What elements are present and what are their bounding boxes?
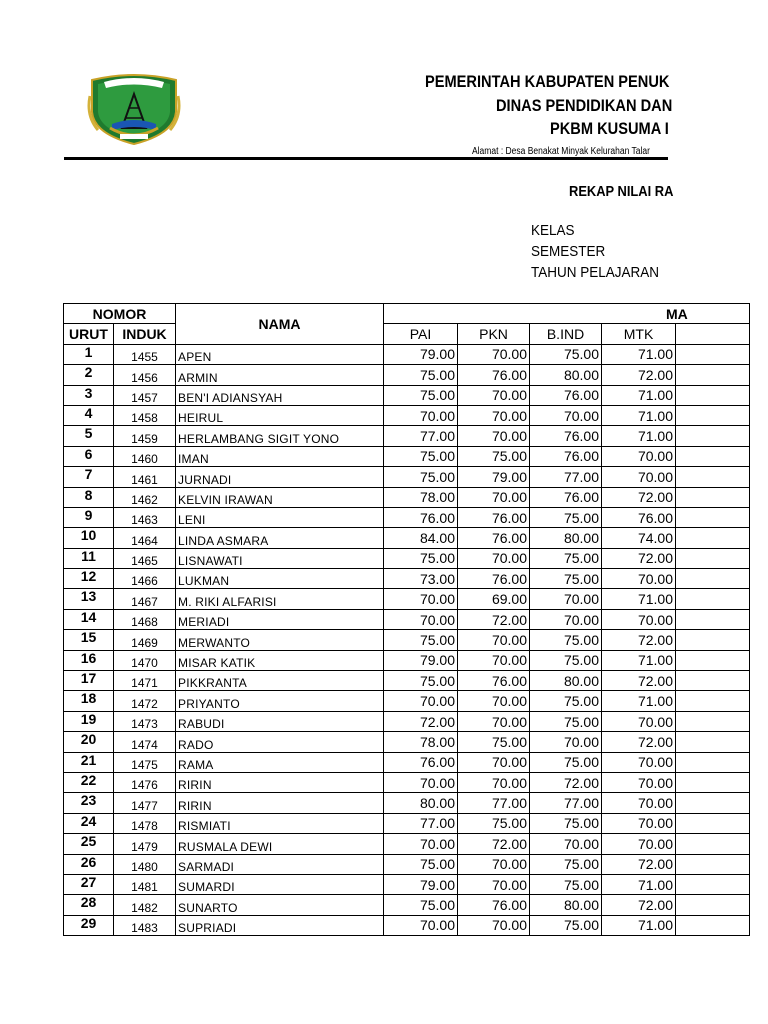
mtk-score-cell: 72.00 — [602, 548, 676, 568]
induk-cell: 1466 — [114, 569, 176, 589]
nama-cell: PRIYANTO — [176, 691, 384, 711]
subject-header-pai: PAI — [384, 324, 458, 344]
urut-cell: 13 — [64, 589, 114, 609]
urut-cell: 1 — [64, 344, 114, 364]
bind-score-cell: 76.00 — [530, 487, 602, 507]
induk-cell: 1458 — [114, 405, 176, 425]
bind-score-cell: 70.00 — [530, 405, 602, 425]
pai-score-cell: 70.00 — [384, 915, 458, 935]
table-row — [64, 772, 750, 792]
bind-score-cell: 77.00 — [530, 467, 602, 487]
mtk-score-cell: 72.00 — [602, 671, 676, 691]
bind-score-cell: 75.00 — [530, 630, 602, 650]
table-row — [64, 589, 750, 609]
header-department-title: DINAS PENDIDIKAN DAN — [496, 96, 673, 115]
bind-score-cell: 70.00 — [530, 609, 602, 629]
pkn-score-cell: 70.00 — [458, 854, 530, 874]
induk-cell: 1477 — [114, 793, 176, 813]
urut-cell: 4 — [64, 405, 114, 425]
nama-cell: SUMARDI — [176, 874, 384, 894]
pkn-score-cell: 72.00 — [458, 834, 530, 854]
induk-cell: 1472 — [114, 691, 176, 711]
next-subject-cell — [676, 548, 750, 568]
pkn-score-cell: 70.00 — [458, 752, 530, 772]
mtk-score-cell: 71.00 — [602, 405, 676, 425]
induk-header: INDUK — [114, 324, 176, 344]
pai-score-cell: 78.00 — [384, 732, 458, 752]
pai-score-cell: 70.00 — [384, 589, 458, 609]
nama-cell: BEN'I ADIANSYAH — [176, 385, 384, 405]
pai-score-cell: 75.00 — [384, 548, 458, 568]
pkn-score-cell: 79.00 — [458, 467, 530, 487]
pai-score-cell: 75.00 — [384, 385, 458, 405]
pkn-score-cell: 70.00 — [458, 772, 530, 792]
induk-cell: 1480 — [114, 854, 176, 874]
pkn-score-cell: 76.00 — [458, 671, 530, 691]
nama-cell: RISMIATI — [176, 813, 384, 833]
report-title: REKAP NILAI RA — [569, 183, 674, 200]
pkn-score-cell: 75.00 — [458, 813, 530, 833]
bind-score-cell: 76.00 — [530, 385, 602, 405]
induk-cell: 1463 — [114, 507, 176, 527]
urut-cell: 19 — [64, 711, 114, 731]
next-subject-cell — [676, 752, 750, 772]
urut-cell: 17 — [64, 671, 114, 691]
nama-cell: MISAR KATIK — [176, 650, 384, 670]
urut-cell: 2 — [64, 365, 114, 385]
urut-cell: 16 — [64, 650, 114, 670]
nama-cell: IMAN — [176, 446, 384, 466]
mtk-score-cell: 70.00 — [602, 772, 676, 792]
next-subject-cell — [676, 874, 750, 894]
pkn-score-cell: 70.00 — [458, 874, 530, 894]
table-row — [64, 691, 750, 711]
urut-cell: 27 — [64, 874, 114, 894]
urut-cell: 9 — [64, 507, 114, 527]
mtk-score-cell: 72.00 — [602, 487, 676, 507]
mtk-score-cell: 71.00 — [602, 344, 676, 364]
next-subject-cell — [676, 385, 750, 405]
bind-score-cell: 77.00 — [530, 793, 602, 813]
bind-score-cell: 75.00 — [530, 854, 602, 874]
pkn-score-cell: 70.00 — [458, 487, 530, 507]
subject-header-next — [676, 324, 750, 344]
table-row — [64, 854, 750, 874]
table-row — [64, 813, 750, 833]
table-row — [64, 732, 750, 752]
mtk-score-cell: 71.00 — [602, 691, 676, 711]
next-subject-cell — [676, 691, 750, 711]
nama-cell: LENI — [176, 507, 384, 527]
pkn-score-cell: 69.00 — [458, 589, 530, 609]
bind-score-cell: 80.00 — [530, 895, 602, 915]
pai-score-cell: 75.00 — [384, 365, 458, 385]
nama-cell: PIKKRANTA — [176, 671, 384, 691]
nama-cell: M. RIKI ALFARISI — [176, 589, 384, 609]
nama-cell: LISNAWATI — [176, 548, 384, 568]
bind-score-cell: 76.00 — [530, 426, 602, 446]
pkn-score-cell: 76.00 — [458, 528, 530, 548]
induk-cell: 1481 — [114, 874, 176, 894]
semester-label: SEMESTER — [531, 243, 606, 260]
next-subject-cell — [676, 813, 750, 833]
urut-cell: 25 — [64, 834, 114, 854]
mtk-score-cell: 72.00 — [602, 895, 676, 915]
grades-table-body — [64, 344, 750, 935]
mtk-score-cell: 71.00 — [602, 426, 676, 446]
induk-cell: 1460 — [114, 446, 176, 466]
table-row — [64, 426, 750, 446]
table-row — [64, 834, 750, 854]
pkn-score-cell: 70.00 — [458, 548, 530, 568]
table-row — [64, 630, 750, 650]
mtk-score-cell: 70.00 — [602, 446, 676, 466]
urut-cell: 6 — [64, 446, 114, 466]
urut-cell: 29 — [64, 915, 114, 935]
urut-cell: 20 — [64, 732, 114, 752]
induk-cell: 1457 — [114, 385, 176, 405]
table-row — [64, 548, 750, 568]
induk-cell: 1473 — [114, 711, 176, 731]
nama-cell: RUSMALA DEWI — [176, 834, 384, 854]
bind-score-cell: 75.00 — [530, 507, 602, 527]
mtk-score-cell: 70.00 — [602, 793, 676, 813]
urut-cell: 12 — [64, 569, 114, 589]
table-row — [64, 895, 750, 915]
next-subject-cell — [676, 834, 750, 854]
bind-score-cell: 72.00 — [530, 772, 602, 792]
bind-score-cell: 76.00 — [530, 446, 602, 466]
bind-score-cell: 75.00 — [530, 711, 602, 731]
induk-cell: 1479 — [114, 834, 176, 854]
pkn-score-cell: 76.00 — [458, 507, 530, 527]
next-subject-cell — [676, 446, 750, 466]
next-subject-cell — [676, 487, 750, 507]
next-subject-cell — [676, 507, 750, 527]
bind-score-cell: 70.00 — [530, 589, 602, 609]
pkn-score-cell: 70.00 — [458, 915, 530, 935]
urut-cell: 5 — [64, 426, 114, 446]
pkn-score-cell: 70.00 — [458, 711, 530, 731]
next-subject-cell — [676, 344, 750, 364]
pai-score-cell: 76.00 — [384, 752, 458, 772]
pai-score-cell: 77.00 — [384, 426, 458, 446]
pkn-score-cell: 75.00 — [458, 732, 530, 752]
bind-score-cell: 80.00 — [530, 365, 602, 385]
bind-score-cell: 80.00 — [530, 671, 602, 691]
table-row — [64, 569, 750, 589]
induk-cell: 1474 — [114, 732, 176, 752]
pkn-score-cell: 76.00 — [458, 365, 530, 385]
next-subject-cell — [676, 793, 750, 813]
nama-cell: LINDA ASMARA — [176, 528, 384, 548]
urut-cell: 23 — [64, 793, 114, 813]
next-subject-cell — [676, 426, 750, 446]
nama-cell: RIRIN — [176, 793, 384, 813]
subject-header-mtk: MTK — [602, 324, 676, 344]
header-address: Alamat : Desa Benakat Minyak Kelurahan Talar — [472, 146, 650, 157]
pai-score-cell: 75.00 — [384, 467, 458, 487]
table-row — [64, 507, 750, 527]
mtk-score-cell: 71.00 — [602, 385, 676, 405]
pai-score-cell: 70.00 — [384, 405, 458, 425]
pai-score-cell: 75.00 — [384, 895, 458, 915]
nama-cell: RABUDI — [176, 711, 384, 731]
urut-cell: 24 — [64, 813, 114, 833]
urut-cell: 3 — [64, 385, 114, 405]
nama-cell: MERWANTO — [176, 630, 384, 650]
table-row — [64, 385, 750, 405]
pai-score-cell: 79.00 — [384, 874, 458, 894]
pkn-score-cell: 70.00 — [458, 426, 530, 446]
induk-cell: 1456 — [114, 365, 176, 385]
pkn-score-cell: 70.00 — [458, 650, 530, 670]
table-row — [64, 874, 750, 894]
table-row — [64, 650, 750, 670]
induk-cell: 1468 — [114, 609, 176, 629]
pai-score-cell: 75.00 — [384, 446, 458, 466]
grades-table — [63, 303, 750, 936]
urut-cell: 15 — [64, 630, 114, 650]
pkn-score-cell: 70.00 — [458, 405, 530, 425]
induk-cell: 1464 — [114, 528, 176, 548]
induk-cell: 1461 — [114, 467, 176, 487]
mtk-score-cell: 70.00 — [602, 813, 676, 833]
urut-cell: 11 — [64, 548, 114, 568]
table-row — [64, 528, 750, 548]
pkn-score-cell: 70.00 — [458, 344, 530, 364]
pai-score-cell: 77.00 — [384, 813, 458, 833]
nama-cell: APEN — [176, 344, 384, 364]
bind-score-cell: 75.00 — [530, 569, 602, 589]
urut-cell: 8 — [64, 487, 114, 507]
induk-cell: 1483 — [114, 915, 176, 935]
nama-cell: RAMA — [176, 752, 384, 772]
table-row — [64, 671, 750, 691]
mtk-score-cell: 70.00 — [602, 569, 676, 589]
nama-cell: SUPRIADI — [176, 915, 384, 935]
nama-cell: SARMADI — [176, 854, 384, 874]
urut-cell: 21 — [64, 752, 114, 772]
pai-score-cell: 78.00 — [384, 487, 458, 507]
table-row — [64, 711, 750, 731]
pkn-score-cell: 72.00 — [458, 609, 530, 629]
next-subject-cell — [676, 609, 750, 629]
mtk-score-cell: 70.00 — [602, 467, 676, 487]
pai-score-cell: 84.00 — [384, 528, 458, 548]
urut-cell: 7 — [64, 467, 114, 487]
mtk-score-cell: 72.00 — [602, 732, 676, 752]
table-row — [64, 915, 750, 935]
induk-cell: 1470 — [114, 650, 176, 670]
induk-cell: 1467 — [114, 589, 176, 609]
urut-cell: 22 — [64, 772, 114, 792]
urut-cell: 18 — [64, 691, 114, 711]
table-row — [64, 446, 750, 466]
bind-score-cell: 75.00 — [530, 548, 602, 568]
induk-cell: 1482 — [114, 895, 176, 915]
bind-score-cell: 80.00 — [530, 528, 602, 548]
pai-score-cell: 76.00 — [384, 507, 458, 527]
nama-cell: HERLAMBANG SIGIT YONO — [176, 426, 384, 446]
subject-header-pkn: PKN — [458, 324, 530, 344]
table-row — [64, 609, 750, 629]
mtk-score-cell: 71.00 — [602, 650, 676, 670]
next-subject-cell — [676, 915, 750, 935]
pai-score-cell: 70.00 — [384, 691, 458, 711]
subject-header-bind: B.IND — [530, 324, 602, 344]
nomor-header: NOMOR — [64, 304, 176, 324]
mtk-score-cell: 70.00 — [602, 752, 676, 772]
bind-score-cell: 75.00 — [530, 874, 602, 894]
pkn-score-cell: 75.00 — [458, 446, 530, 466]
table-row — [64, 467, 750, 487]
nama-cell: ARMIN — [176, 365, 384, 385]
pai-score-cell: 70.00 — [384, 772, 458, 792]
next-subject-cell — [676, 854, 750, 874]
next-subject-cell — [676, 630, 750, 650]
header-institution-title: PKBM KUSUMA I — [550, 119, 669, 138]
pai-score-cell: 79.00 — [384, 344, 458, 364]
table-row — [64, 793, 750, 813]
bind-score-cell: 70.00 — [530, 732, 602, 752]
next-subject-cell — [676, 732, 750, 752]
pkn-score-cell: 76.00 — [458, 895, 530, 915]
induk-cell: 1469 — [114, 630, 176, 650]
mtk-score-cell: 71.00 — [602, 874, 676, 894]
mtk-score-cell: 74.00 — [602, 528, 676, 548]
pkn-score-cell: 76.00 — [458, 569, 530, 589]
next-subject-cell — [676, 895, 750, 915]
nama-cell: JURNADI — [176, 467, 384, 487]
pai-score-cell: 73.00 — [384, 569, 458, 589]
pai-score-cell: 70.00 — [384, 834, 458, 854]
table-row — [64, 365, 750, 385]
bind-score-cell: 75.00 — [530, 691, 602, 711]
table-row — [64, 405, 750, 425]
table-row — [64, 752, 750, 772]
mtk-score-cell: 72.00 — [602, 365, 676, 385]
mtk-score-cell: 71.00 — [602, 915, 676, 935]
nama-cell: RIRIN — [176, 772, 384, 792]
induk-cell: 1455 — [114, 344, 176, 364]
next-subject-cell — [676, 405, 750, 425]
nama-cell: RADO — [176, 732, 384, 752]
induk-cell: 1475 — [114, 752, 176, 772]
urut-cell: 10 — [64, 528, 114, 548]
bind-score-cell: 75.00 — [530, 650, 602, 670]
table-row — [64, 344, 750, 364]
next-subject-cell — [676, 365, 750, 385]
induk-cell: 1465 — [114, 548, 176, 568]
pai-score-cell: 75.00 — [384, 671, 458, 691]
next-subject-cell — [676, 650, 750, 670]
mtk-score-cell: 70.00 — [602, 609, 676, 629]
next-subject-cell — [676, 711, 750, 731]
nama-cell: KELVIN IRAWAN — [176, 487, 384, 507]
kelas-label: KELAS — [531, 222, 575, 239]
induk-cell: 1459 — [114, 426, 176, 446]
mata-pelajaran-header: MA — [384, 304, 750, 324]
urut-cell: 28 — [64, 895, 114, 915]
nama-cell: HEIRUL — [176, 405, 384, 425]
bind-score-cell: 70.00 — [530, 834, 602, 854]
induk-cell: 1476 — [114, 772, 176, 792]
pkn-score-cell: 77.00 — [458, 793, 530, 813]
next-subject-cell — [676, 569, 750, 589]
induk-cell: 1462 — [114, 487, 176, 507]
pai-score-cell: 72.00 — [384, 711, 458, 731]
next-subject-cell — [676, 671, 750, 691]
mtk-score-cell: 71.00 — [602, 589, 676, 609]
pai-score-cell: 75.00 — [384, 854, 458, 874]
nama-cell: MERIADI — [176, 609, 384, 629]
mtk-score-cell: 72.00 — [602, 854, 676, 874]
mtk-score-cell: 76.00 — [602, 507, 676, 527]
pkn-score-cell: 70.00 — [458, 385, 530, 405]
nama-header: NAMA — [176, 304, 384, 345]
induk-cell: 1478 — [114, 813, 176, 833]
pai-score-cell: 79.00 — [384, 650, 458, 670]
pai-score-cell: 75.00 — [384, 630, 458, 650]
bind-score-cell: 75.00 — [530, 752, 602, 772]
nama-cell: LUKMAN — [176, 569, 384, 589]
pai-score-cell: 80.00 — [384, 793, 458, 813]
urut-header: URUT — [64, 324, 114, 344]
regency-emblem-logo — [84, 72, 184, 146]
header-government-title: PEMERINTAH KABUPATEN PENUK — [425, 72, 670, 91]
pkn-score-cell: 70.00 — [458, 691, 530, 711]
pai-score-cell: 70.00 — [384, 609, 458, 629]
next-subject-cell — [676, 467, 750, 487]
urut-cell: 14 — [64, 609, 114, 629]
pkn-score-cell: 70.00 — [458, 630, 530, 650]
bind-score-cell: 75.00 — [530, 813, 602, 833]
urut-cell: 26 — [64, 854, 114, 874]
next-subject-cell — [676, 528, 750, 548]
mtk-score-cell: 70.00 — [602, 834, 676, 854]
next-subject-cell — [676, 589, 750, 609]
induk-cell: 1471 — [114, 671, 176, 691]
mtk-score-cell: 70.00 — [602, 711, 676, 731]
next-subject-cell — [676, 772, 750, 792]
header-divider — [64, 157, 668, 160]
tahun-pelajaran-label: TAHUN PELAJARAN — [531, 264, 660, 281]
bind-score-cell: 75.00 — [530, 915, 602, 935]
table-row — [64, 487, 750, 507]
mtk-score-cell: 72.00 — [602, 630, 676, 650]
bind-score-cell: 75.00 — [530, 344, 602, 364]
nama-cell: SUNARTO — [176, 895, 384, 915]
